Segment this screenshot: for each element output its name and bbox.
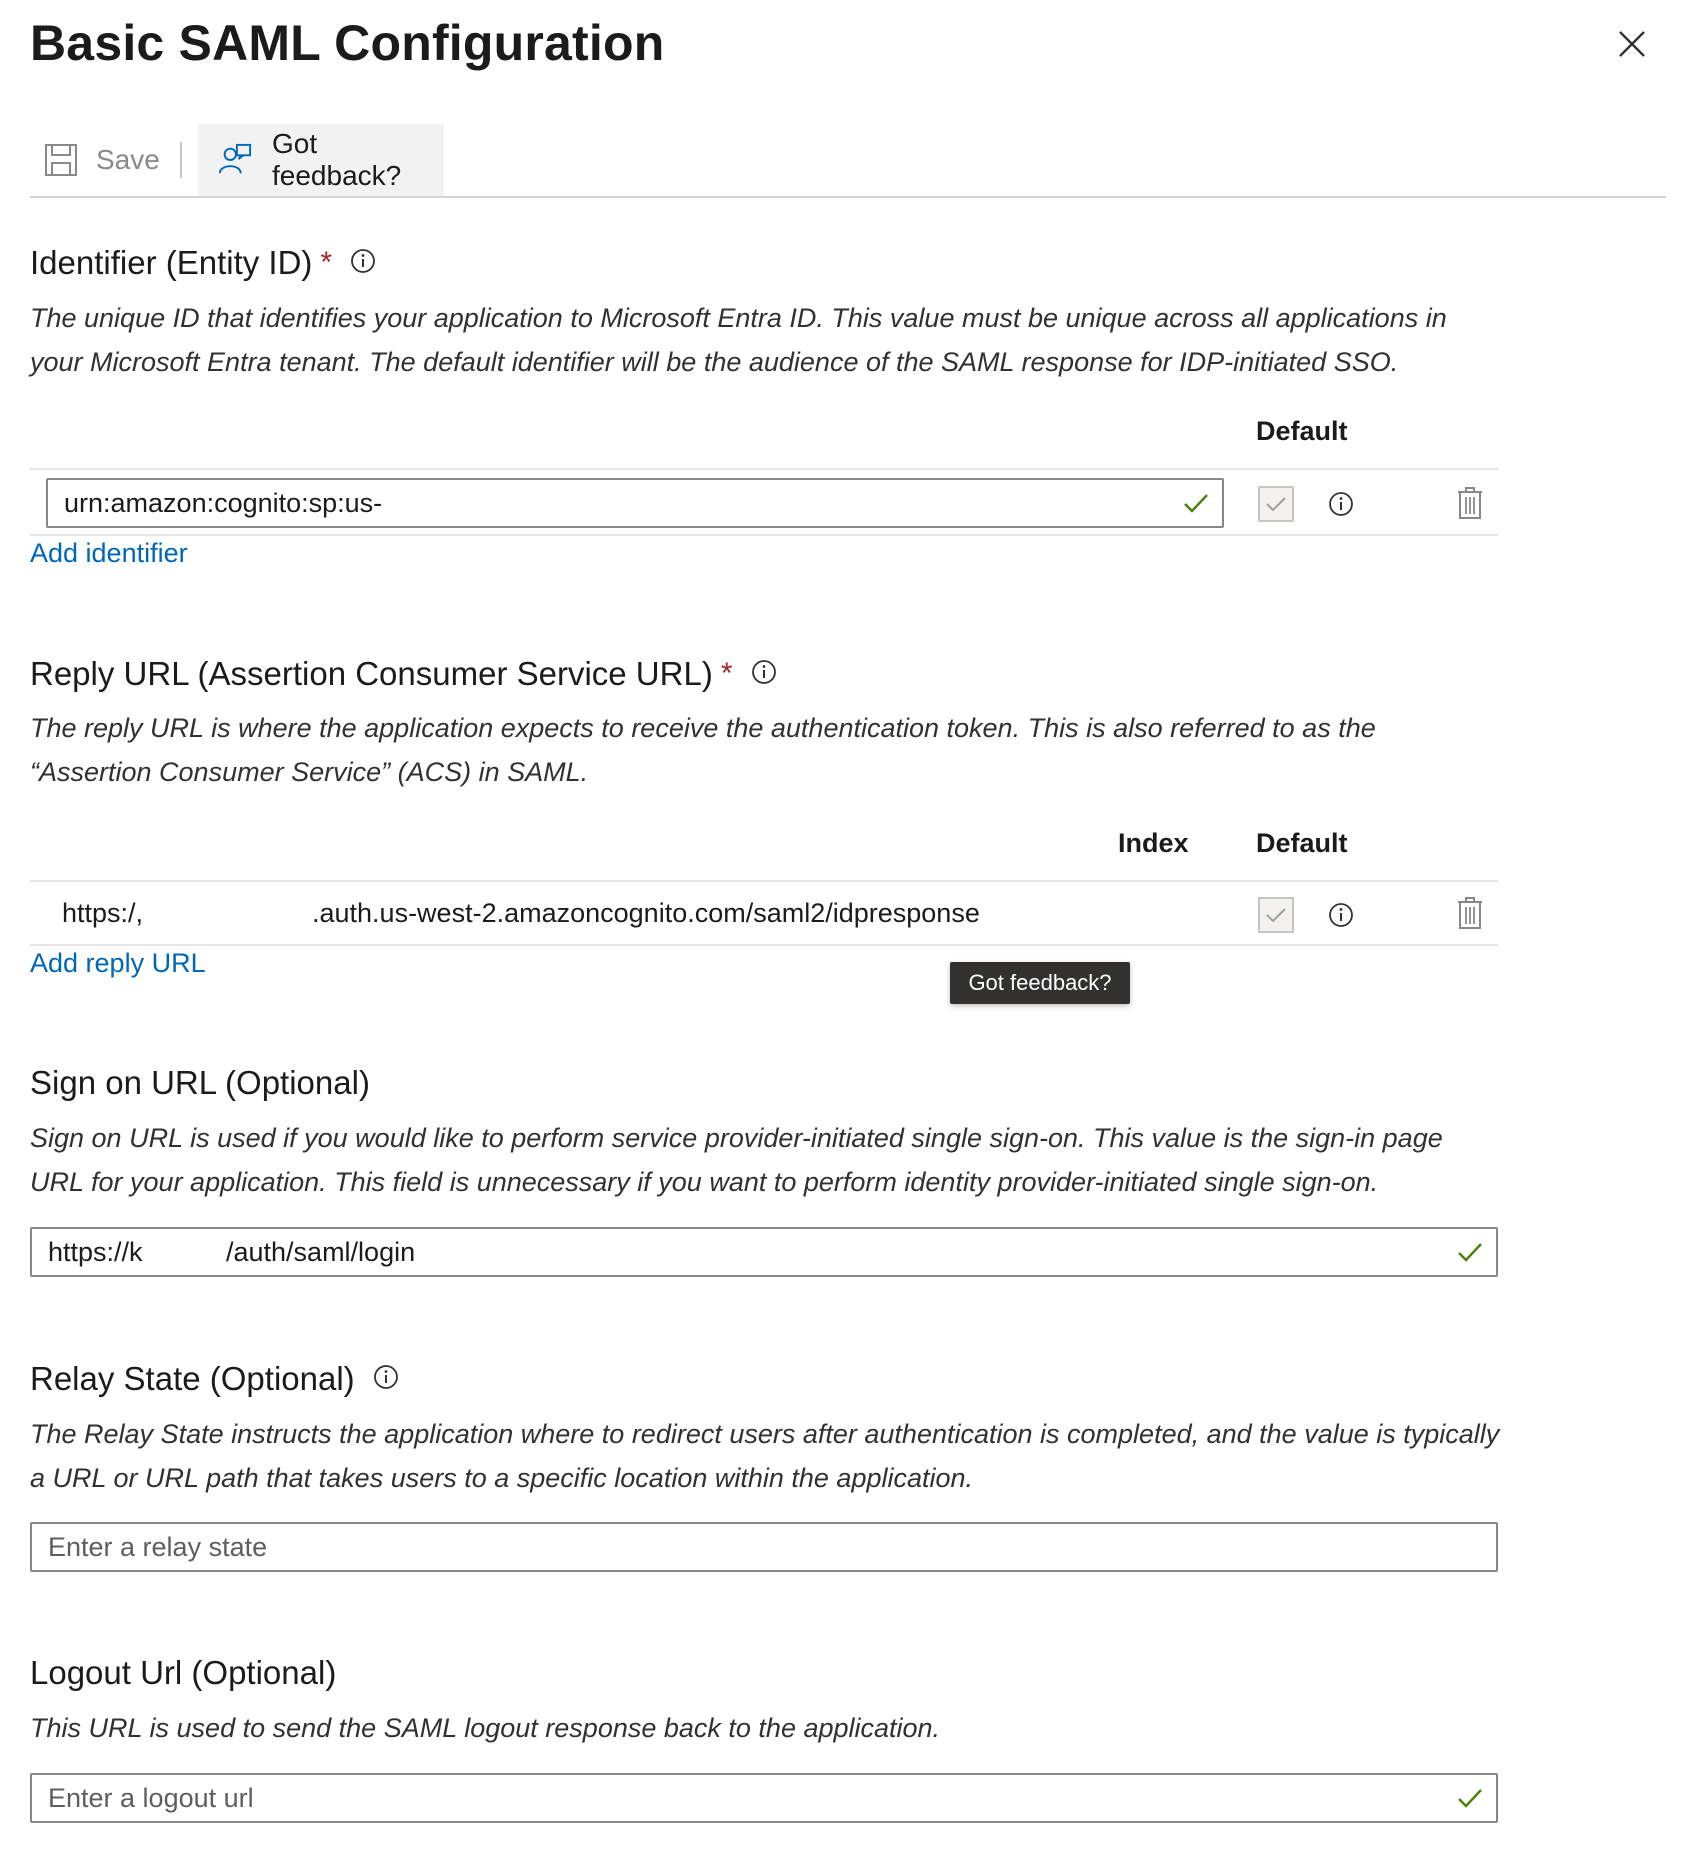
toolbar-divider <box>180 142 182 178</box>
identifier-description: The unique ID that identifies your application to Microsoft Entra ID. This value must be unique across all applications in your Microsoft Entra tenant. The default identifier will be the audience of the SAML response for IDP-initiated SSO. <box>30 303 1447 377</box>
identifier-default-checkbox[interactable] <box>1258 486 1294 522</box>
feedback-label: Got feedback? <box>272 128 402 191</box>
delete-identifier-button[interactable] <box>1456 486 1484 525</box>
checkmark-icon <box>1264 905 1288 925</box>
info-icon[interactable] <box>1328 491 1354 522</box>
sign-on-url-title: Sign on URL (Optional) <box>30 1064 370 1101</box>
checkmark-icon <box>1182 491 1210 515</box>
relay-state-title: Relay State (Optional) <box>30 1360 355 1397</box>
reply-url-value-suffix[interactable]: .auth.us-west-2.amazoncognito.com/saml2/idpresponse <box>312 898 980 928</box>
feedback-person-icon <box>218 142 252 178</box>
save-button[interactable] <box>44 124 160 196</box>
trash-icon <box>1456 896 1484 930</box>
relay-state-description: The Relay State instructs the application where to redirect users after authentication is completed, and the value is typically a URL or URL path that takes users to a specific location within the application. <box>30 1419 1500 1493</box>
reply-url-default-checkbox[interactable] <box>1258 897 1294 933</box>
identifier-input[interactable] <box>46 478 1224 528</box>
delete-reply-url-button[interactable] <box>1456 896 1484 935</box>
logout-url-title: Logout Url (Optional) <box>30 1654 337 1691</box>
reply-url-value-prefix[interactable]: https:/, <box>62 898 144 928</box>
sign-on-url-input[interactable] <box>30 1227 1498 1277</box>
row-divider <box>30 534 1498 536</box>
required-mark: * <box>320 246 333 279</box>
relay-state-input[interactable] <box>30 1522 1498 1572</box>
sign-on-url-description: Sign on URL is used if you would like to perform service provider-initiated single sign-on. This value is the sign-in page URL for your application. This field is unnecessary if you want to perform identity provider-initiated single sign-on. <box>30 1123 1443 1197</box>
sign-on-url-value-suffix: /auth/saml/login <box>226 1236 416 1267</box>
info-icon[interactable] <box>1328 902 1354 933</box>
relay-state-section-title <box>30 1360 399 1398</box>
save-icon <box>44 143 78 177</box>
checkmark-icon <box>1264 494 1288 514</box>
sign-on-url-value-prefix: https://k <box>48 1236 143 1267</box>
reply-url-title: Reply URL (Assertion Consumer Service URL) <box>30 655 713 692</box>
identifier-value: urn:amazon:cognito:sp:us- <box>64 487 383 518</box>
close-button[interactable] <box>1612 24 1652 64</box>
reply-url-section-title <box>30 655 777 693</box>
reply-url-description: The reply URL is where the application expects to receive the authentication token. This is also referred to as the “Assertion Consumer Service” (ACS) in SAML. <box>30 713 1376 787</box>
checkmark-icon <box>1456 1786 1484 1810</box>
checkmark-icon <box>1456 1240 1484 1264</box>
add-identifier-link[interactable]: Add identifier <box>30 538 188 568</box>
save-label: Save <box>96 144 160 175</box>
row-divider <box>30 468 1498 470</box>
row-divider <box>30 944 1498 946</box>
row-divider <box>30 880 1498 882</box>
info-icon[interactable] <box>350 244 376 282</box>
identifier-default-header: Default <box>1256 416 1348 446</box>
info-icon[interactable] <box>751 655 777 693</box>
feedback-button[interactable] <box>198 124 444 196</box>
close-icon <box>1612 24 1652 64</box>
info-icon[interactable] <box>373 1360 399 1398</box>
identifier-section-title <box>30 244 376 282</box>
logout-url-description: This URL is used to send the SAML logout response back to the application. <box>30 1713 941 1743</box>
identifier-title: Identifier (Entity ID) <box>30 244 313 281</box>
reply-url-default-header: Default <box>1256 828 1348 858</box>
page-title: Basic SAML Configuration <box>30 15 665 71</box>
command-bar <box>30 124 1666 198</box>
relay-state-placeholder: Enter a relay state <box>48 1531 268 1562</box>
feedback-tooltip: Got feedback? <box>950 962 1130 1004</box>
logout-url-input[interactable] <box>30 1773 1498 1823</box>
add-reply-url-link[interactable]: Add reply URL <box>30 948 206 978</box>
trash-icon <box>1456 486 1484 520</box>
reply-url-index-header: Index <box>1118 828 1189 858</box>
required-mark: * <box>720 657 733 690</box>
logout-url-placeholder: Enter a logout url <box>48 1782 254 1813</box>
